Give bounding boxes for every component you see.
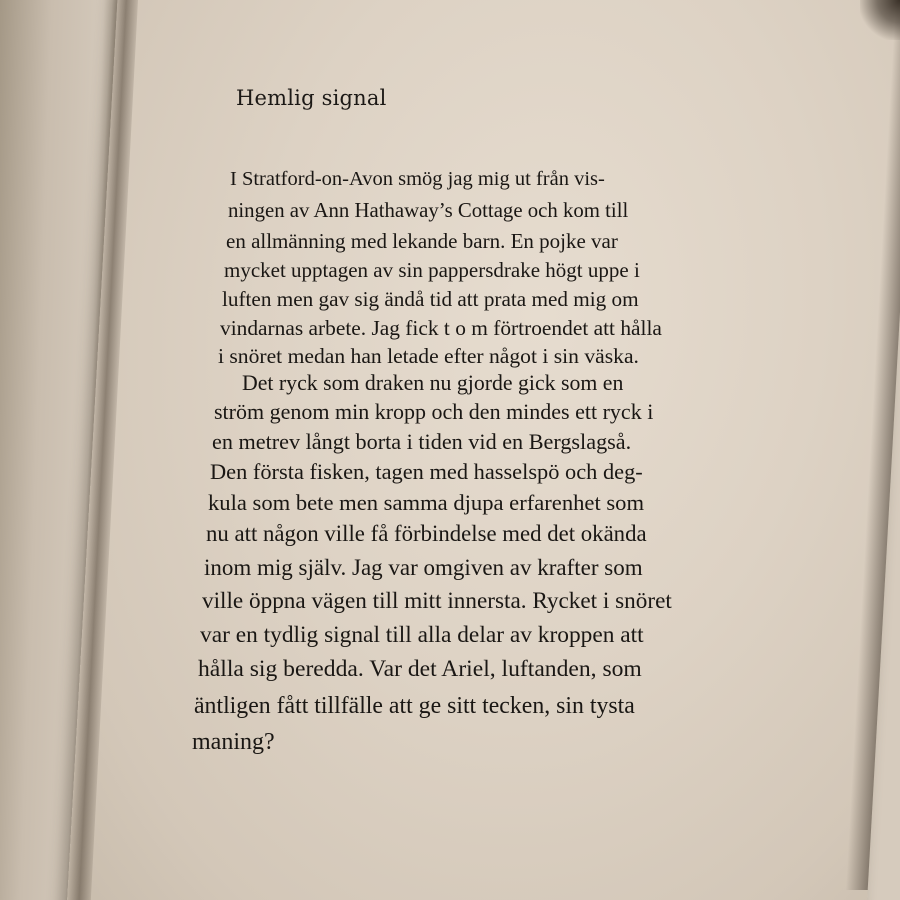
- text-line: luften men gav sig ändå tid att prata med mig om: [222, 287, 639, 311]
- text-line: ningen av Ann Hathaway’s Cottage och kom till: [228, 199, 629, 222]
- text-line: ström genom min kropp och den mindes ett ryck i: [214, 399, 654, 424]
- text-line: äntligen fått tillfälle att ge sitt tecken, sin tysta: [194, 693, 635, 719]
- text-line: nu att någon ville få förbindelse med det okända: [206, 521, 647, 546]
- page-edge-shadow: [846, 0, 900, 890]
- text-line: en allmänning med lekande barn. En pojke var: [226, 229, 618, 253]
- corner-shadow: [860, 0, 900, 40]
- chapter-title: Hemlig signal: [236, 86, 387, 110]
- text-line: vindarnas arbete. Jag fick t o m förtroendet att hålla: [220, 316, 662, 340]
- text-line: Den första fisken, tagen med hasselspö och deg-: [210, 459, 643, 484]
- text-line: kula som bete men samma djupa erfarenhet som: [208, 490, 645, 515]
- text-line: maning?: [192, 729, 275, 755]
- text-line: var en tydlig signal till alla delar av kroppen att: [200, 622, 644, 648]
- text-line: i snöret medan han letade efter något i sin väska.: [218, 344, 639, 368]
- text-line: inom mig själv. Jag var omgiven av krafter som: [204, 555, 643, 580]
- text-line: mycket upptagen av sin pappersdrake högt uppe i: [224, 258, 640, 282]
- text-line: en metrev långt borta i tiden vid en Bergslagså.: [212, 429, 632, 454]
- text-line: Det ryck som draken nu gjorde gick som en: [242, 371, 624, 395]
- text-line: I Stratford-on-Avon smög jag mig ut från vis-: [230, 168, 605, 190]
- text-line: hålla sig beredda. Var det Ariel, luftanden, som: [198, 656, 642, 682]
- text-line: ville öppna vägen till mitt innersta. Rycket i snöret: [202, 588, 672, 614]
